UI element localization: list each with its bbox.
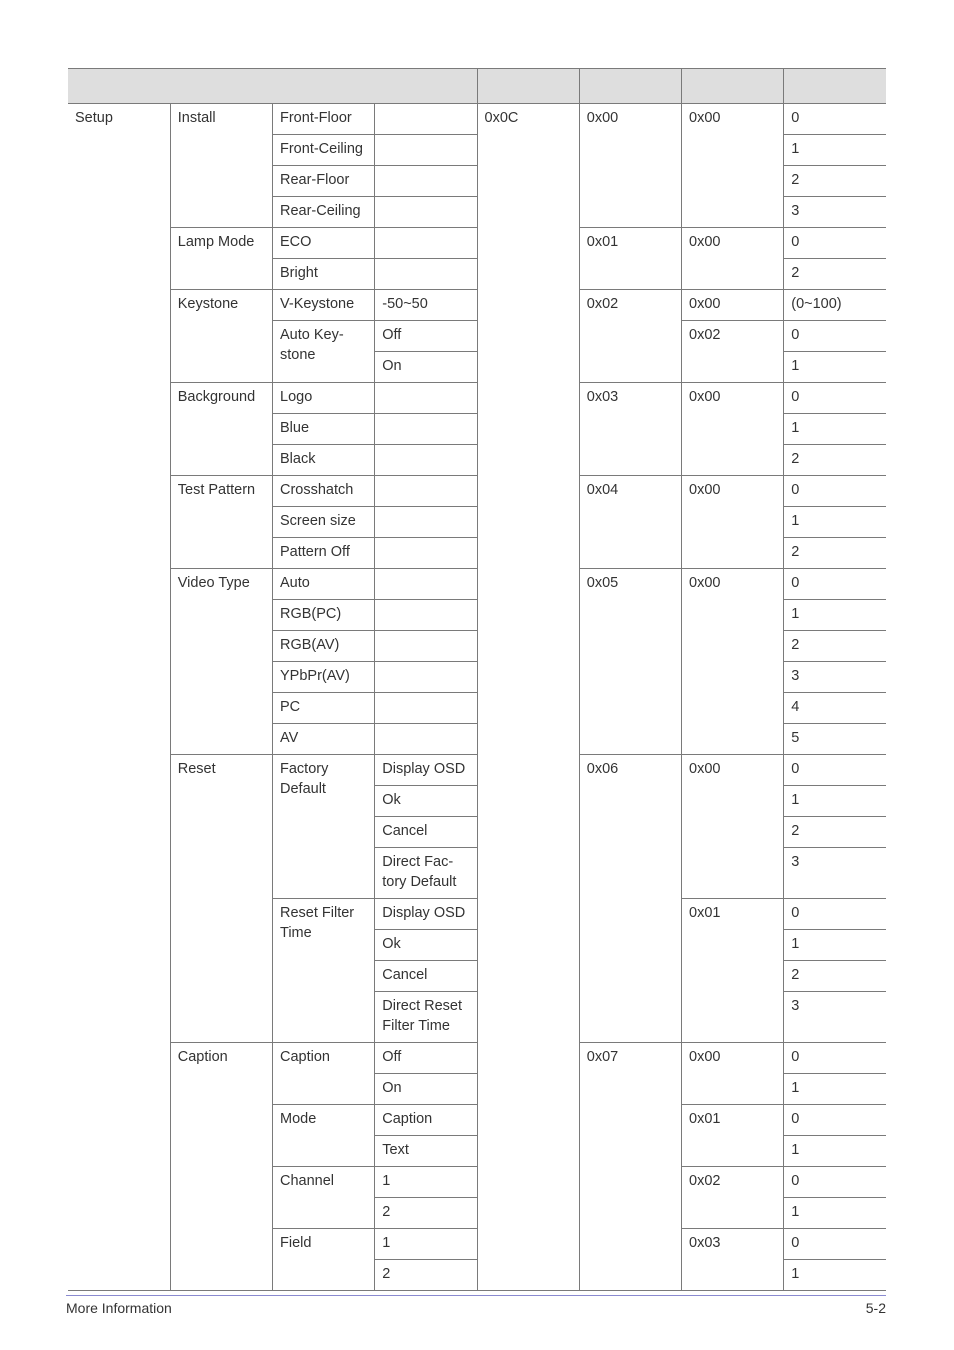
- table-cell: ECO: [273, 228, 375, 259]
- header-cell-cmd2: [579, 69, 681, 104]
- footer-section-title: More Information: [66, 1300, 172, 1316]
- header-row: [68, 69, 886, 104]
- table-cell: [375, 662, 477, 693]
- footer-page-number: 5-2: [865, 1300, 886, 1316]
- table-cell: [375, 445, 477, 476]
- table-cell: Lamp Mode: [170, 228, 272, 290]
- table-cell: Black: [273, 445, 375, 476]
- table-cell: Crosshatch: [273, 476, 375, 507]
- table-cell: 1: [784, 352, 886, 383]
- table-cell: 0: [784, 1229, 886, 1260]
- header-cell-cmd3: [682, 69, 784, 104]
- table-cell: 3: [784, 662, 886, 693]
- table-cell: 0: [784, 755, 886, 786]
- table-cell: 0x03: [579, 383, 681, 476]
- table-cell: 0: [784, 1105, 886, 1136]
- table-cell: Pattern Off: [273, 538, 375, 569]
- table-cell: 0x00: [682, 383, 784, 476]
- table-cell: 1: [784, 507, 886, 538]
- header-cell-cmd1: [477, 69, 579, 104]
- table-cell: Factory Default: [273, 755, 375, 899]
- table-cell: [375, 197, 477, 228]
- table-cell: 1: [784, 135, 886, 166]
- table-row: [68, 104, 886, 135]
- table-cell: 0x04: [579, 476, 681, 569]
- table-header: [68, 69, 886, 104]
- table-cell: Blue: [273, 414, 375, 445]
- table-cell: 1: [784, 1198, 886, 1229]
- table-cell: Cancel: [375, 817, 477, 848]
- table-cell: 0x02: [682, 1167, 784, 1229]
- table-cell: 0x00: [579, 104, 681, 228]
- table-cell: PC: [273, 693, 375, 724]
- table-cell: 0x00: [682, 228, 784, 290]
- table-cell: Front-Floor: [273, 104, 375, 135]
- table-cell: 0x00: [682, 104, 784, 228]
- table-cell: 5: [784, 724, 886, 755]
- table-cell: [375, 135, 477, 166]
- table-cell: YPbPr(AV): [273, 662, 375, 693]
- table-cell: 0x01: [579, 228, 681, 290]
- table-cell: [375, 724, 477, 755]
- table-cell: 0x06: [579, 755, 681, 1043]
- table-cell: AV: [273, 724, 375, 755]
- table-cell: Off: [375, 1043, 477, 1074]
- table-cell: 1: [784, 414, 886, 445]
- table-cell: Text: [375, 1136, 477, 1167]
- table-cell: 1: [784, 1260, 886, 1291]
- table-cell: 2: [784, 631, 886, 662]
- table-cell: 0x00: [682, 476, 784, 569]
- table-cell: RGB(AV): [273, 631, 375, 662]
- table-cell: Field: [273, 1229, 375, 1291]
- table-cell: Direct Fac- tory Default: [375, 848, 477, 899]
- table-cell: 0: [784, 104, 886, 135]
- table-cell: RGB(PC): [273, 600, 375, 631]
- table-cell: [375, 104, 477, 135]
- table-cell: [375, 228, 477, 259]
- table-cell: 0: [784, 476, 886, 507]
- table-cell: 0x01: [682, 899, 784, 1043]
- table-cell: Front-Ceiling: [273, 135, 375, 166]
- table-cell: [375, 538, 477, 569]
- table-cell: [375, 166, 477, 197]
- table-cell: (0~100): [784, 290, 886, 321]
- table-cell: Logo: [273, 383, 375, 414]
- table-cell: Off: [375, 321, 477, 352]
- table-cell: 1: [784, 1074, 886, 1105]
- table-cell: Channel: [273, 1167, 375, 1229]
- table-cell: 0: [784, 899, 886, 930]
- table-cell: 2: [784, 259, 886, 290]
- table-cell: 0: [784, 569, 886, 600]
- table-cell: 3: [784, 992, 886, 1043]
- table-cell: Test Pattern: [170, 476, 272, 569]
- table-cell: Rear-Ceiling: [273, 197, 375, 228]
- table-cell: 0: [784, 383, 886, 414]
- table-cell: [375, 476, 477, 507]
- table-cell: Reset Filter Time: [273, 899, 375, 1043]
- command-table: [68, 68, 886, 1291]
- table-cell: 0: [784, 1043, 886, 1074]
- table-cell: 2: [784, 538, 886, 569]
- table-cell: 1: [784, 600, 886, 631]
- table-cell: Display OSD: [375, 899, 477, 930]
- table-cell: Keystone: [170, 290, 272, 383]
- table-cell: 2: [784, 445, 886, 476]
- table-cell: Caption: [170, 1043, 272, 1291]
- table-cell: Install: [170, 104, 272, 228]
- table-cell: Bright: [273, 259, 375, 290]
- table-cell: 4: [784, 693, 886, 724]
- table-cell: 3: [784, 848, 886, 899]
- table-cell: 2: [375, 1198, 477, 1229]
- table-cell: [375, 507, 477, 538]
- table-cell: Ok: [375, 930, 477, 961]
- table-cell: 1: [784, 786, 886, 817]
- table-cell: 0x00: [682, 755, 784, 899]
- table-cell: -50~50: [375, 290, 477, 321]
- table-cell: 0x07: [579, 1043, 681, 1291]
- table-cell: 2: [784, 961, 886, 992]
- table-cell: 2: [375, 1260, 477, 1291]
- table-cell: 0x02: [682, 321, 784, 383]
- table-cell: [375, 259, 477, 290]
- header-cell-menu: [68, 69, 477, 104]
- table-cell: 3: [784, 197, 886, 228]
- table-cell: Direct Reset Filter Time: [375, 992, 477, 1043]
- table-cell: 0: [784, 1167, 886, 1198]
- table-cell: 1: [375, 1229, 477, 1260]
- table-cell: [375, 383, 477, 414]
- header-cell-value: [784, 69, 886, 104]
- table-cell: 1: [784, 930, 886, 961]
- table-cell: [375, 569, 477, 600]
- table-cell: V-Keystone: [273, 290, 375, 321]
- table-cell: Reset: [170, 755, 272, 1043]
- table-cell: 1: [784, 1136, 886, 1167]
- table-cell: 0: [784, 321, 886, 352]
- table-cell: 1: [375, 1167, 477, 1198]
- table-cell: Auto Key- stone: [273, 321, 375, 383]
- table-cell: 0x0C: [477, 104, 579, 1291]
- table-cell: 0x03: [682, 1229, 784, 1291]
- table-cell: 0x00: [682, 569, 784, 755]
- table-cell: Video Type: [170, 569, 272, 755]
- table-cell: Screen size: [273, 507, 375, 538]
- table-cell: Ok: [375, 786, 477, 817]
- table-cell: 0x02: [579, 290, 681, 383]
- table-cell: 0x00: [682, 1043, 784, 1105]
- table-cell: Rear-Floor: [273, 166, 375, 197]
- table-cell: Caption: [375, 1105, 477, 1136]
- table-cell: 0x00: [682, 290, 784, 321]
- table-cell: Mode: [273, 1105, 375, 1167]
- table-cell: Caption: [273, 1043, 375, 1105]
- table-cell: 0x01: [682, 1105, 784, 1167]
- table-cell: [375, 693, 477, 724]
- table-cell: On: [375, 352, 477, 383]
- table-cell: Background: [170, 383, 272, 476]
- table-cell: Cancel: [375, 961, 477, 992]
- table-cell: Auto: [273, 569, 375, 600]
- footer-divider: [66, 1295, 886, 1296]
- table-cell: 0: [784, 228, 886, 259]
- table-body: [68, 104, 886, 1291]
- table-cell: [375, 600, 477, 631]
- table-cell: 0x05: [579, 569, 681, 755]
- table-cell: Display OSD: [375, 755, 477, 786]
- table-cell: 2: [784, 166, 886, 197]
- table-cell: 2: [784, 817, 886, 848]
- table-cell: Setup: [68, 104, 170, 1291]
- table-cell: [375, 631, 477, 662]
- table-cell: On: [375, 1074, 477, 1105]
- table-cell: [375, 414, 477, 445]
